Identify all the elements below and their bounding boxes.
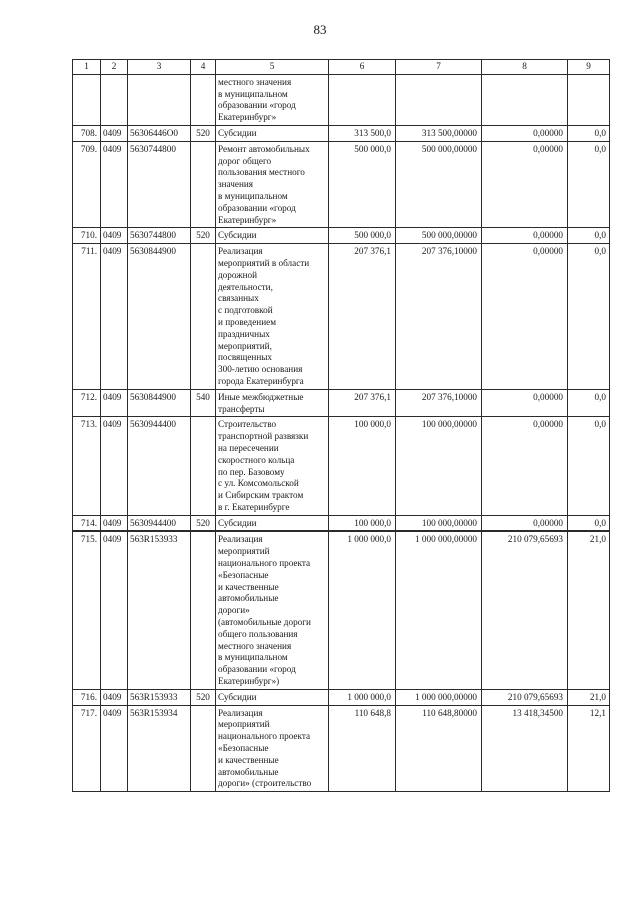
planned-amount <box>329 74 396 125</box>
expense-type-code: 520 <box>191 125 216 141</box>
executed-amount: 0,00000 <box>482 515 568 531</box>
executed-amount: 0,00000 <box>482 389 568 417</box>
section-code: 0409 <box>101 531 128 689</box>
expense-type-code: 520 <box>191 515 216 531</box>
section-code: 0409 <box>101 228 128 244</box>
item-name: Реализация мероприятий национального проекта «Безопасные и качественные автомобильные дороги» (автомобильные дороги общего пользования местного значения в муниципальном образовании «город Екатеринбург») <box>216 531 329 689</box>
section-code: 0409 <box>101 417 128 515</box>
execution-percent <box>568 74 610 125</box>
page-number: 83 <box>313 22 327 37</box>
planned-amount: 207 376,1 <box>329 389 396 417</box>
planned-amount: 100 000,0 <box>329 515 396 531</box>
expense-type-code: 540 <box>191 389 216 417</box>
planned-amount: 207 376,1 <box>329 244 396 390</box>
executed-amount <box>482 74 568 125</box>
section-code: 0409 <box>101 141 128 228</box>
planned-amount: 1 000 000,0 <box>329 689 396 705</box>
section-code <box>101 74 128 125</box>
section-code: 0409 <box>101 125 128 141</box>
table-row <box>73 515 610 531</box>
expense-type-code <box>191 244 216 390</box>
row-number: 711. <box>73 244 101 390</box>
budget-table <box>72 59 610 792</box>
expense-type-code <box>191 705 216 792</box>
execution-percent: 12,1 <box>568 705 610 792</box>
column-header: 8 <box>482 60 568 75</box>
table-row <box>73 689 610 705</box>
executed-amount: 13 418,34500 <box>482 705 568 792</box>
execution-percent: 0,0 <box>568 244 610 390</box>
column-header: 7 <box>396 60 482 75</box>
section-code: 0409 <box>101 515 128 531</box>
expense-type-code: 520 <box>191 228 216 244</box>
article-code: 5630944400 <box>128 417 191 515</box>
expense-type-code <box>191 74 216 125</box>
row-number: 715. <box>73 531 101 689</box>
section-code: 0409 <box>101 689 128 705</box>
column-header: 1 <box>73 60 101 75</box>
planned-amount: 110 648,8 <box>329 705 396 792</box>
approved-amount: 207 376,10000 <box>396 244 482 390</box>
table-row <box>73 74 610 125</box>
item-name: Строительство транспортной развязки на пересечении скоростного кольца по пер. Базовому с ул. Комсомольской и Сибирским трактом в г. Екатеринбурге <box>216 417 329 515</box>
expense-type-code <box>191 417 216 515</box>
approved-amount: 500 000,00000 <box>396 141 482 228</box>
executed-amount: 210 079,65693 <box>482 689 568 705</box>
article-code: 563R153934 <box>128 705 191 792</box>
section-code: 0409 <box>101 705 128 792</box>
expense-type-code <box>191 141 216 228</box>
approved-amount <box>396 74 482 125</box>
planned-amount: 100 000,0 <box>329 417 396 515</box>
execution-percent: 21,0 <box>568 531 610 689</box>
column-header: 4 <box>191 60 216 75</box>
approved-amount: 500 000,00000 <box>396 228 482 244</box>
column-header: 9 <box>568 60 610 75</box>
approved-amount: 100 000,00000 <box>396 417 482 515</box>
execution-percent: 0,0 <box>568 389 610 417</box>
expense-type-code: 520 <box>191 689 216 705</box>
execution-percent: 0,0 <box>568 141 610 228</box>
table-row <box>73 228 610 244</box>
table-row <box>73 705 610 792</box>
execution-percent: 0,0 <box>568 228 610 244</box>
item-name: Реализация мероприятий национального проекта «Безопасные и качественные автомобильные дороги» (строительство <box>216 705 329 792</box>
planned-amount: 500 000,0 <box>329 141 396 228</box>
row-number: 708. <box>73 125 101 141</box>
executed-amount: 0,00000 <box>482 244 568 390</box>
expense-type-code <box>191 531 216 689</box>
executed-amount: 210 079,65693 <box>482 531 568 689</box>
header-row <box>73 60 610 75</box>
row-number: 709. <box>73 141 101 228</box>
approved-amount: 207 376,10000 <box>396 389 482 417</box>
item-name: Субсидии <box>216 125 329 141</box>
approved-amount: 110 648,80000 <box>396 705 482 792</box>
executed-amount: 0,00000 <box>482 228 568 244</box>
approved-amount: 100 000,00000 <box>396 515 482 531</box>
item-name: Субсидии <box>216 689 329 705</box>
article-code: 5630844900 <box>128 244 191 390</box>
column-header: 6 <box>329 60 396 75</box>
executed-amount: 0,00000 <box>482 417 568 515</box>
row-number: 712. <box>73 389 101 417</box>
article-code: 5630744800 <box>128 141 191 228</box>
item-name: Иные межбюджетные трансферты <box>216 389 329 417</box>
article-code: 563R153933 <box>128 689 191 705</box>
table-row <box>73 244 610 390</box>
row-number: 713. <box>73 417 101 515</box>
article-code: 56306446О0 <box>128 125 191 141</box>
table-row <box>73 389 610 417</box>
approved-amount: 1 000 000,00000 <box>396 689 482 705</box>
execution-percent: 0,0 <box>568 417 610 515</box>
table-row <box>73 125 610 141</box>
table-row <box>73 417 610 515</box>
execution-percent: 21,0 <box>568 689 610 705</box>
column-header: 2 <box>101 60 128 75</box>
row-number <box>73 74 101 125</box>
column-header: 3 <box>128 60 191 75</box>
table-body <box>73 74 610 791</box>
item-name: Субсидии <box>216 515 329 531</box>
row-number: 714. <box>73 515 101 531</box>
section-code: 0409 <box>101 244 128 390</box>
executed-amount: 0,00000 <box>482 141 568 228</box>
article-code <box>128 74 191 125</box>
executed-amount: 0,00000 <box>482 125 568 141</box>
article-code: 5630944400 <box>128 515 191 531</box>
item-name: Реализация мероприятий в области дорожной деятельности, связанных с подготовкой и проведением праздничных мероприятий, посвященных 300-летию основания города Екатеринбурга <box>216 244 329 390</box>
approved-amount: 1 000 000,00000 <box>396 531 482 689</box>
table-row <box>73 141 610 228</box>
item-name: Субсидии <box>216 228 329 244</box>
row-number: 717. <box>73 705 101 792</box>
planned-amount: 313 500,0 <box>329 125 396 141</box>
planned-amount: 1 000 000,0 <box>329 531 396 689</box>
item-name: местного значения в муниципальном образовании «город Екатеринбург» <box>216 74 329 125</box>
column-header: 5 <box>216 60 329 75</box>
row-number: 710. <box>73 228 101 244</box>
item-name: Ремонт автомобильных дорог общего пользования местного значения в муниципальном образовании «город Екатеринбург» <box>216 141 329 228</box>
planned-amount: 500 000,0 <box>329 228 396 244</box>
approved-amount: 313 500,00000 <box>396 125 482 141</box>
article-code: 5630744800 <box>128 228 191 244</box>
table-row <box>73 531 610 689</box>
article-code: 5630844900 <box>128 389 191 417</box>
execution-percent: 0,0 <box>568 515 610 531</box>
row-number: 716. <box>73 689 101 705</box>
execution-percent: 0,0 <box>568 125 610 141</box>
article-code: 563R153933 <box>128 531 191 689</box>
section-code: 0409 <box>101 389 128 417</box>
